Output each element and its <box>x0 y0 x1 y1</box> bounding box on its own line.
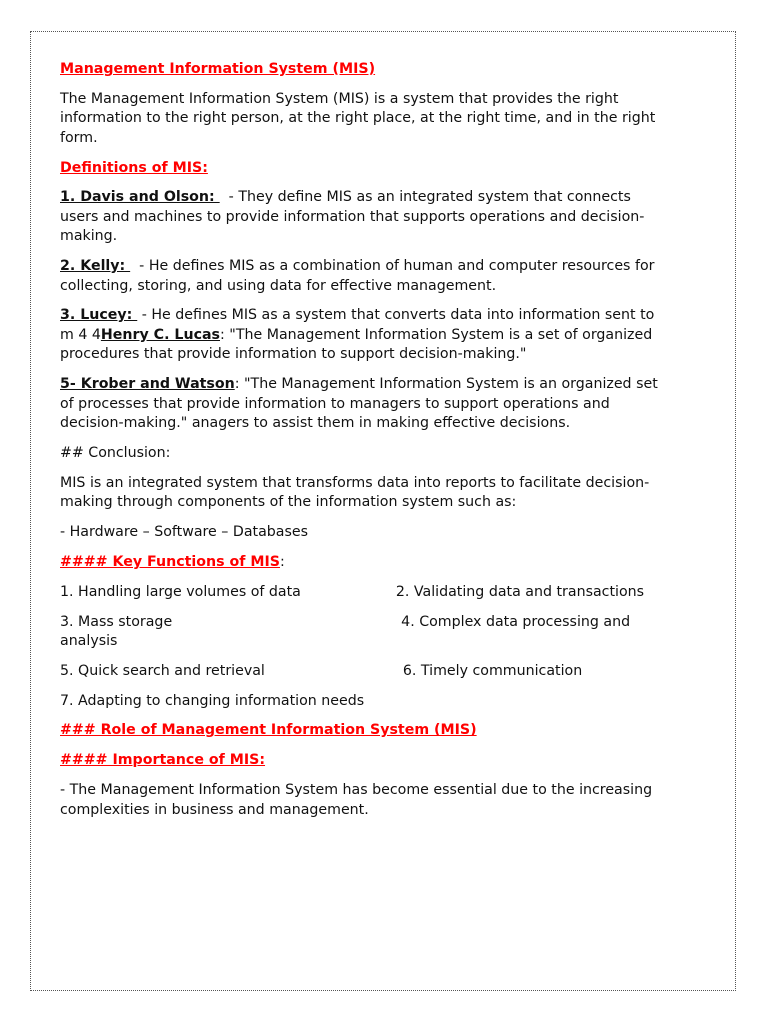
definitions-heading: Definitions of MIS: <box>60 159 208 176</box>
function-row <box>60 583 660 603</box>
intro-paragraph: The Management Information System (MIS) is a system that provides the right information to the right person, at the right place, at the right time, and in the right form. <box>60 90 656 146</box>
definition-item <box>60 188 660 247</box>
function-item: 5. Quick search and retrieval <box>60 662 265 679</box>
function-row <box>60 692 660 712</box>
definition-label: 3. Lucey: <box>60 307 138 324</box>
definition-item <box>60 257 660 296</box>
conclusion-heading: ## Conclusion: <box>60 445 171 462</box>
components-list: - Hardware – Software – Databases <box>60 524 308 541</box>
definition-item <box>60 375 660 434</box>
definition-separator: - <box>130 258 149 275</box>
definition-label: 2. Kelly: <box>60 258 131 275</box>
definition-label: Henry C. Lucas <box>100 326 220 343</box>
importance-paragraph: - The Management Information System has become essential due to the increasing complexities in business and management. <box>60 782 653 818</box>
definition-separator: - <box>137 307 152 324</box>
function-item: 2. Validating data and transactions <box>395 583 645 600</box>
definition-text: He defines MIS as a combination of human and computer resources for collecting, storing, and using data for effective management. <box>60 258 655 294</box>
definition-label: 1. Davis and Olson: <box>60 189 220 206</box>
functions-heading-colon: : <box>280 553 285 570</box>
functions-heading-text: #### Key Functions of MIS <box>60 553 280 570</box>
function-item: 6. Timely communication <box>402 662 583 679</box>
definition-label: 5- Krober and Watson <box>60 376 235 393</box>
role-heading: ### Role of Management Information System (MIS) <box>60 722 477 739</box>
definition-item <box>60 306 660 365</box>
definition-text: They define MIS as an integrated system that connects users and machines to provide information that supports operations and decision-making. <box>60 189 645 245</box>
function-item: 1. Handling large volumes of data <box>60 583 301 600</box>
document-content <box>60 60 660 830</box>
document-title: Management Information System (MIS) <box>60 61 376 77</box>
function-row <box>60 613 660 652</box>
function-row <box>60 662 660 682</box>
definition-separator: - <box>219 189 239 206</box>
definition-text: : "The Management Information System is a set of organized procedures that provide information to support decision-making." <box>60 326 653 363</box>
importance-heading: #### Importance of MIS: <box>60 752 266 769</box>
functions-heading <box>60 553 660 573</box>
conclusion-paragraph: MIS is an integrated system that transforms data into reports to facilitate decision-making through components of the information system such as: <box>60 474 650 511</box>
function-item: 4. Complex data processing and analysis <box>60 613 631 650</box>
definition-text: : "The Management Information System is an organized set of processes that provide information to managers to support operations and decision-making." anagers to assist them in making effective decisions. <box>60 376 658 432</box>
definition-text: He defines MIS as a system that converts data into information sent to m 4 4 <box>60 307 655 343</box>
function-item: 3. Mass storage <box>60 613 173 630</box>
function-item: 7. Adapting to changing information needs <box>60 692 365 709</box>
